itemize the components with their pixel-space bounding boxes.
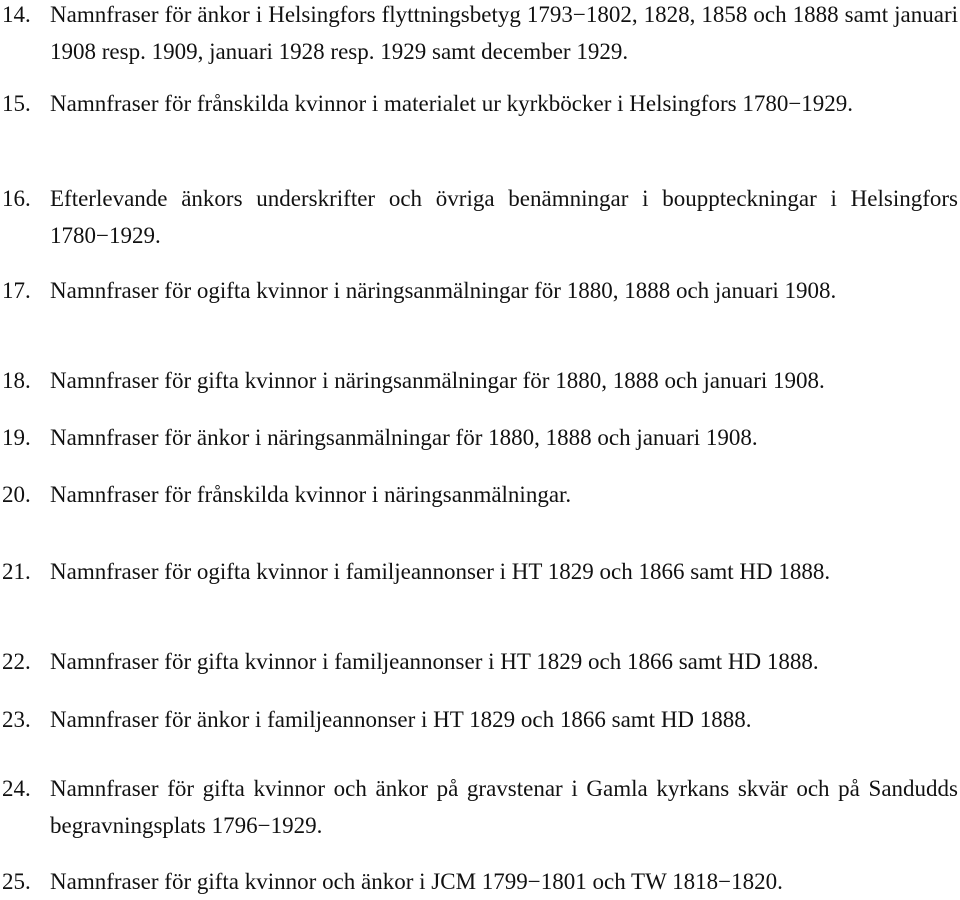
item-number: 23. <box>2 707 31 732</box>
list-item <box>0 85 958 122</box>
list-item <box>0 476 958 513</box>
list-item <box>0 770 958 844</box>
item-number: 20. <box>2 482 31 507</box>
list-item <box>0 180 958 254</box>
item-number: 17. <box>2 278 31 303</box>
list-item <box>0 362 958 399</box>
item-text: Namnfraser för frånskilda kvinnor i materialet ur kyrkböcker i Helsingfors 1780−1929. <box>50 91 854 116</box>
item-number: 18. <box>2 368 31 393</box>
item-number: 15. <box>2 91 31 116</box>
list-item <box>0 863 958 900</box>
list-item <box>0 553 958 590</box>
item-text: Namnfraser för ogifta kvinnor i näringsanmälningar för 1880, 1888 och januari 1908. <box>50 278 837 303</box>
item-number: 16. <box>2 186 31 211</box>
list-item <box>0 701 958 738</box>
item-number: 22. <box>2 649 31 674</box>
item-text: Namnfraser för gifta kvinnor i familjeannonser i HT 1829 och 1866 samt HD 1888. <box>50 649 819 674</box>
item-text: Namnfraser för gifta kvinnor och änkor på gravstenar i Gamla kyrkans skvär och på Sandudds begravningsplats 1796−1929. <box>50 776 958 838</box>
item-text: Namnfraser för änkor i näringsanmälningar för 1880, 1888 och januari 1908. <box>50 425 758 450</box>
list-item <box>0 272 958 309</box>
item-text: Namnfraser för gifta kvinnor och änkor i JCM 1799−1801 och TW 1818−1820. <box>50 869 783 894</box>
list-item <box>0 0 958 70</box>
item-number: 19. <box>2 425 31 450</box>
list-item <box>0 419 958 456</box>
item-text: Namnfraser för ogifta kvinnor i familjeannonser i HT 1829 och 1866 samt HD 1888. <box>50 559 831 584</box>
item-text: Namnfraser för änkor i Helsingfors flyttningsbetyg 1793−1802, 1828, 1858 och 1888 samt januari 1908 resp. 1909, januari 1928 resp. 1929 samt december 1929. <box>50 2 958 64</box>
list-item <box>0 643 958 680</box>
item-text: Namnfraser för änkor i familjeannonser i HT 1829 och 1866 samt HD 1888. <box>50 707 752 732</box>
item-text: Efterlevande änkors underskrifter och övriga benämningar i bouppteckningar i Helsingfors 1780−1929. <box>50 186 958 248</box>
item-number: 21. <box>2 559 31 584</box>
item-number: 24. <box>2 776 31 801</box>
item-number: 14. <box>2 2 31 27</box>
item-number: 25. <box>2 869 31 894</box>
item-text: Namnfraser för frånskilda kvinnor i näringsanmälningar. <box>50 482 572 507</box>
item-text: Namnfraser för gifta kvinnor i näringsanmälningar för 1880, 1888 och januari 1908. <box>50 368 825 393</box>
